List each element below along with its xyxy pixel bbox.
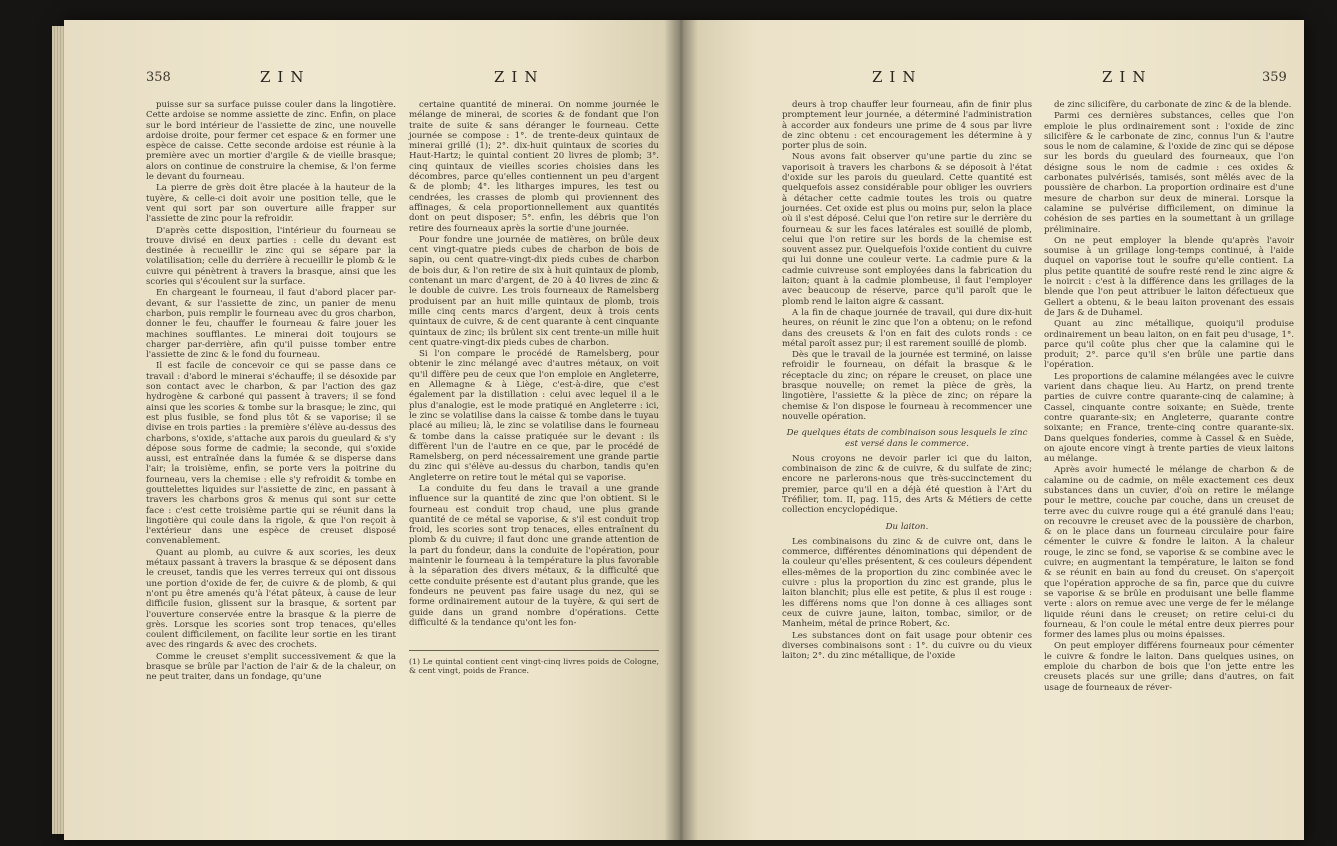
running-header-left: ZIN [260,68,311,86]
paragraph: Comme le creuset s'emplit successivement & que la brasque se brûle par l'action de l'air & de la chaleur, on ne peut traiter, dans un fondage, qu'une [146,651,396,683]
paragraph: Parmi ces dernières substances, celles que l'on emploie le plus ordinairement sont : l'oxide de zinc silicifère & le carbonate de zinc, connus l'un & l'autre sous le nom de calamine, & l'oxide de zinc qui se dépose sur les bords du gueulard des fourneaux, que l'on désigne sous le nom de cadmie : ces oxides & carbonates pulvérisés, tamisés, sont mêlés avec de la poussière de charbon. La proportion ordinaire est d'une mesure de charbon sur deux de minerai. Lorsque la calamine se pulvérise difficilement, on diminue la cohésion de ses parties en la soumettant à un grillage préliminaire. [1044,111,1294,235]
page-number: 359 [1262,70,1287,85]
paragraph: A la fin de chaque journée de travail, qui dure dix-huit heures, on réunit le zinc que l'on a obtenu; on le refond dans des creusets & l'on en fait des culots ronds : ce métal paroît assez pur; il est rarement souillé de plomb. [782,307,1032,349]
page-number: 358 [146,70,171,85]
paragraph: puisse sur sa surface puisse couler dans la lingotière. Cette ardoise se nomme assiette de zinc. Enfin, on place sur le bord intérieur de l'assiette de zinc, une nouvelle ardoise droite, pour fermer cet espace & en former une espèce de caisse. Cette seconde ardoise est réunie à la première avec un mortier d'argile & de vieille brasque; alors on continue de construire la chemise, & l'on ferme le devant du fourneau. [146,100,396,183]
paragraph: D'après cette disposition, l'intérieur du fourneau se trouve divisé en deux parties : celle du devant est destinée à recueillir le zinc qui se sépare par la volatilisation; celle du derrière à recueillir le plomb & le cuivre qui pénètrent à travers la brasque, ainsi que les scories qui s'écoulent sur la surface. [146,225,396,288]
paragraph: On ne peut employer la blende qu'après l'avoir soumise à un grillage long-temps continué, à l'aide duquel on vaporise tout le soufre qu'elle contient. La plus petite quantité de soufre resté rend le zinc aigre & le noircit : c'est à la différence dans les grillages de la blende que l'on peut attribuer le laiton défectueux que Gellert a obtenu, & le beau laiton provenant des essais de Jars & de Duhamel. [1044,235,1294,318]
paragraph: Les combinaisons du zinc & de cuivre ont, dans le commerce, différentes dénominations qui dépendent de la couleur qu'elles présentent, & ces couleurs dépendent elles-mêmes de la proportion du zinc combinée avec le cuivre : plus la proportion du zinc est grande, plus le laiton blanchit; plus elle est petite, & plus il est rouge : les différens noms que l'on donne à ces alliages sont ceux de cuivre jaune, laiton, tombac, similor, or de Manheim, métal de prince Robert, &c. [782,536,1032,630]
running-header-left: ZIN [872,68,923,86]
left-page-column-1 [146,100,396,684]
paragraph: Nous avons fait observer qu'une partie du zinc se vaporisoit à travers les charbons & se déposoit à l'état d'oxide sur les parois du gueulard. Cette quantité est quelquefois assez considérable pour obliger les ouvriers à détacher cette cadmie toutes les trois ou quatre journées. Cet oxide est plus ou moins pur, selon la place où il s'est déposé. Celui que l'on retire sur le derrière du fourneau & sur les faces latérales est souillé de plomb, celui que l'on retire sur les bords de la chemise est souvent assez pur. Quelquefois l'oxide contient du cuivre qui lui donne une couleur verte. La cadmie pure & la cadmie cuivreuse sont employées dans la fabrication du laiton; quant à la cadmie plombeuse, il faut l'employer avec beaucoup de réserve, parce qu'il paroît que le plomb rend le laiton aigre & cassant. [782,152,1032,307]
book-gutter [664,20,698,840]
left-page [64,20,676,840]
left-page-column-2 [409,100,659,675]
paragraph: Quant au plomb, au cuivre & aux scories, les deux métaux passant à travers la brasque & se déposent dans le creuset, tandis que les verres terreux qui ont dissous une portion d'oxide de fer, de cuivre & de plomb, & qui n'ont pu être amenés qu'à l'état pâteux, à cause de leur difficile fusion, glissent sur la brasque, & sortent par l'ouverture conservée entre la brasque & la pierre de grès. Lorsque les scories sont trop tenaces, qu'elles coulent difficilement, on facilite leur sortie en les tirant avec des ringards & avec des crochets. [146,547,396,651]
open-book [64,20,1304,840]
footnote: (1) Le quintal contient cent vingt-cinq livres poids de Cologne, & cent vingt, poids de France. [409,650,659,675]
paragraph: certaine quantité de minerai. On nomme journée le mélange de minerai, de scories & de fondant que l'on traite de suite & sans déranger le fourneau. Cette journée se compose : 1°. de trente-deux quintaux de minerai grillé (1); 2°. dix-huit quintaux de scories du Haut-Hartz; le quintal contient 20 livres de plomb; 3°. cinq quintaux de vieilles scories choisies dans les décombres, parce qu'elles contiennent un peu d'argent & de plomb; 4°. les litharges impures, les test ou cendrées, les crasses de plomb qui proviennent des affinages, & cela proportionnellement aux quantités dont on peut disposer; 5°. enfin, les débris que l'on retire des fourneaux après la sortie d'une journée. [409,100,659,234]
paragraph: Pour fondre une journée de matières, on brûle deux cent vingt-quatre pieds cubes de charbon de bois de sapin, ou cent quatre-vingt-dix pieds cubes de charbon de bois dur, & l'on retire de six à huit quintaux de plomb, contenant un marc d'argent, de 20 à 40 livres de zinc & le double de cuivre. Les trois fourneaux de Ramelsberg produisent par an huit mille quintaux de plomb, trois mille cinq cents marcs d'argent, deux à trois cents quintaux de cuivre, & de cent quarante à cent cinquante quintaux de zinc; ils brûlent six cent trente-un mille huit cent quatre-vingt-dix pieds cubes de charbon. [409,234,659,348]
paragraph: On peut employer différens fourneaux pour cémenter le cuivre & fondre le laiton. Dans quelques usines, on emploie du charbon de bois que l'on jette entre les creusets placés sur une grille; dans d'autres, on fait usage de fourneaux de réver- [1044,641,1294,693]
paragraph: Nous croyons ne devoir parler ici que du laiton, combinaison de zinc & de cuivre, & du sulfate de zinc; encore ne parlerons-nous que très-succinctement du premier, parce qu'il en a déjà été question à l'Art du Tréfilier, tom. II, pag. 115, des Arts & Métiers de cette collection encyclopédique. [782,453,1032,516]
paragraph: En chargeant le fourneau, il faut d'abord placer par-devant, & sur l'assiette de zinc, un panier de menu charbon, puis remplir le fourneau avec du gros charbon, donner le feu, chauffer le fourneau & faire jouer les machines soufflantes. Le minerai doit toujours se charger par-derrière, afin qu'il puisse tomber entre l'assiette de zinc & le fond du fourneau. [146,288,396,361]
right-page [682,20,1304,840]
paragraph: La conduite du feu dans le travail a une grande influence sur la quantité de zinc que l'on obtient. Si le fourneau est conduit trop chaud, une plus grande quantité de ce métal se vaporise, & s'il est conduit trop froid, les scories sont trop tenaces, elles entraînent du plomb & du cuivre; il faut donc une grande attention de la part du fondeur, dans la conduite de l'opération, pour maintenir le fourneau à la température la plus favorable à la séparation des divers métaux, & la difficulté que cette conduite présente est d'autant plus grande, que les fondeurs ne peuvent pas faire usage du nez, qui se forme ordinairement autour de la tuyère, & qui sert de guide dans un grand nombre d'opérations. Cette difficulté & la tendance qu'ont les fon- [409,483,659,628]
paragraph: Il est facile de concevoir ce qui se passe dans ce travail : d'abord le minerai s'échauffe; il se désoxide par son contact avec le charbon, & par l'action des gaz hydrogène & carboné qui passent à travers; il se fond ainsi que les scories & tombe sur la brasque; le zinc, qui est plus fusible, se fond plus tôt & se vaporise; il se divise en trois parties : la première s'élève au-dessus des charbons, s'oxide, s'attache aux parois du gueulard & s'y dépose sous forme de cadmie; la seconde, qui s'oxide aussi, est entraînée dans la fumée & se disperse dans l'air; la troisième, enfin, se porte vers la poitrine du fourneau, vers la chemise : elle s'y refroidit & tombe en gouttelettes liquides sur l'assiette de zinc, en passant à travers les charbons gros & menus qui sont sur cette face : c'est cette troisième partie qui se réunit dans la lingotière qui coule dans la rigole, & que l'on reçoit à l'extérieur dans une espèce de creuset disposé convenablement. [146,361,396,547]
paragraph: La pierre de grès doit être placée à la hauteur de la tuyère, & celle-ci doit avoir une position telle, que le vent qui sort par son ouverture aille frapper sur l'assiette de zinc pour la refroidir. [146,183,396,225]
subsection-title: Du laiton. [885,521,929,532]
section-title: De quelques états de combinaison sous lesquels le zinc est versé dans le commerce. [786,428,1028,449]
right-page-column-2 [1044,100,1294,694]
paragraph: Les proportions de calamine mélangées avec le cuivre varient dans chaque lieu. Au Hartz, on prend trente parties de cuivre contre quarante-cinq de calamine; à Cassel, cinquante contre soixante; en Suède, trente contre quarante-six; en Angleterre, quarante contre soixante; en France, trente-cinq contre quarante-six. Dans quelques fonderies, comme à Cassel & en Suède, on ajoute encore vingt à trente parties de vieux laitons au mélange. [1044,371,1294,465]
right-page-column-1 [782,100,1032,662]
running-header-right: ZIN [494,68,545,86]
paragraph: Dès que le travail de la journée est terminé, on laisse refroidir le fourneau, on défait la brasque & le réceptacle du zinc; on répare le creuset, on place une brasque nouvelle; on remet la pièce de grès, la lingotière, l'assiette & la pièce de zinc; on répare la chemise & l'on dispose le fourneau à recommencer une nouvelle opération. [782,350,1032,422]
paragraph: Quant au zinc métallique, quoiqu'il produise ordinairement un beau laiton, on en fait peu d'usage, 1°. parce qu'il coûte plus cher que la calamine qui le produit; 2°. parce qu'il s'en brûle une partie dans l'opération. [1044,319,1294,371]
paragraph: de zinc silicifère, du carbonate de zinc & de la blende. [1054,100,1292,110]
paragraph: Les substances dont on fait usage pour obtenir ces diverses combinaisons sont : 1°. du cuivre ou du vieux laiton; 2°. du zinc métallique, de l'oxide [782,630,1032,662]
paragraph: deurs à trop chauffer leur fourneau, afin de finir plus promptement leur journée, a déterminé l'administration à accorder aux fondeurs une prime de 4 sous par livre de zinc obtenu : cet encouragement les détermine à y porter plus de soin. [782,100,1032,152]
running-header-right: ZIN [1102,68,1153,86]
paragraph: Après avoir humecté le mélange de charbon & de calamine ou de cadmie, on mêle exactement ces deux substances dans un cuvier, d'où on retire le mélange pour le mettre, couche par couche, dans un creuset de terre avec du cuivre rouge qui a été granulé dans l'eau; on recouvre le creuset avec de la poussière de charbon, & on le place dans un fourneau circulaire pour faire cémenter le cuivre & fondre le laiton. A la chaleur rouge, le zinc se fond, se vaporise & se combine avec le cuivre; en augmentant la température, le laiton se fond & se réunit en bain au fond du creuset. On s'aperçoit que l'opération approche de sa fin, parce que du cuivre se vaporise & se brûle en produisant une belle flamme verte : alors on remue avec une verge de fer le mélange liquide réuni dans le creuset; on retire celui-ci du fourneau, & l'on coule le métal entre deux pierres pour former des lames plus ou moins épaisses. [1044,465,1294,641]
paragraph: Si l'on compare le procédé de Ramelsberg, pour obtenir le zinc mélangé avec d'autres métaux, on voit qu'il diffère peu de ceux que l'on emploie en Angleterre, en Allemagne & à Liège, c'est-à-dire, que c'est également par la distillation : celui avec lequel il a le plus d'analogie, est le mode pratiqué en Angleterre : ici, le zinc se volatilise dans la caisse & tombe dans le tuyau placé au milieu; là, le zinc se volatilise dans le fourneau & tombe dans la caisse pratiquée sur le devant : ils diffèrent l'un de l'autre en ce que, par le procédé de Ramelsberg, on perd nécessairement une grande partie du zinc qui s'élève au-dessus du charbon, tandis qu'en Angleterre on retire tout le métal qui se vaporise. [409,349,659,483]
